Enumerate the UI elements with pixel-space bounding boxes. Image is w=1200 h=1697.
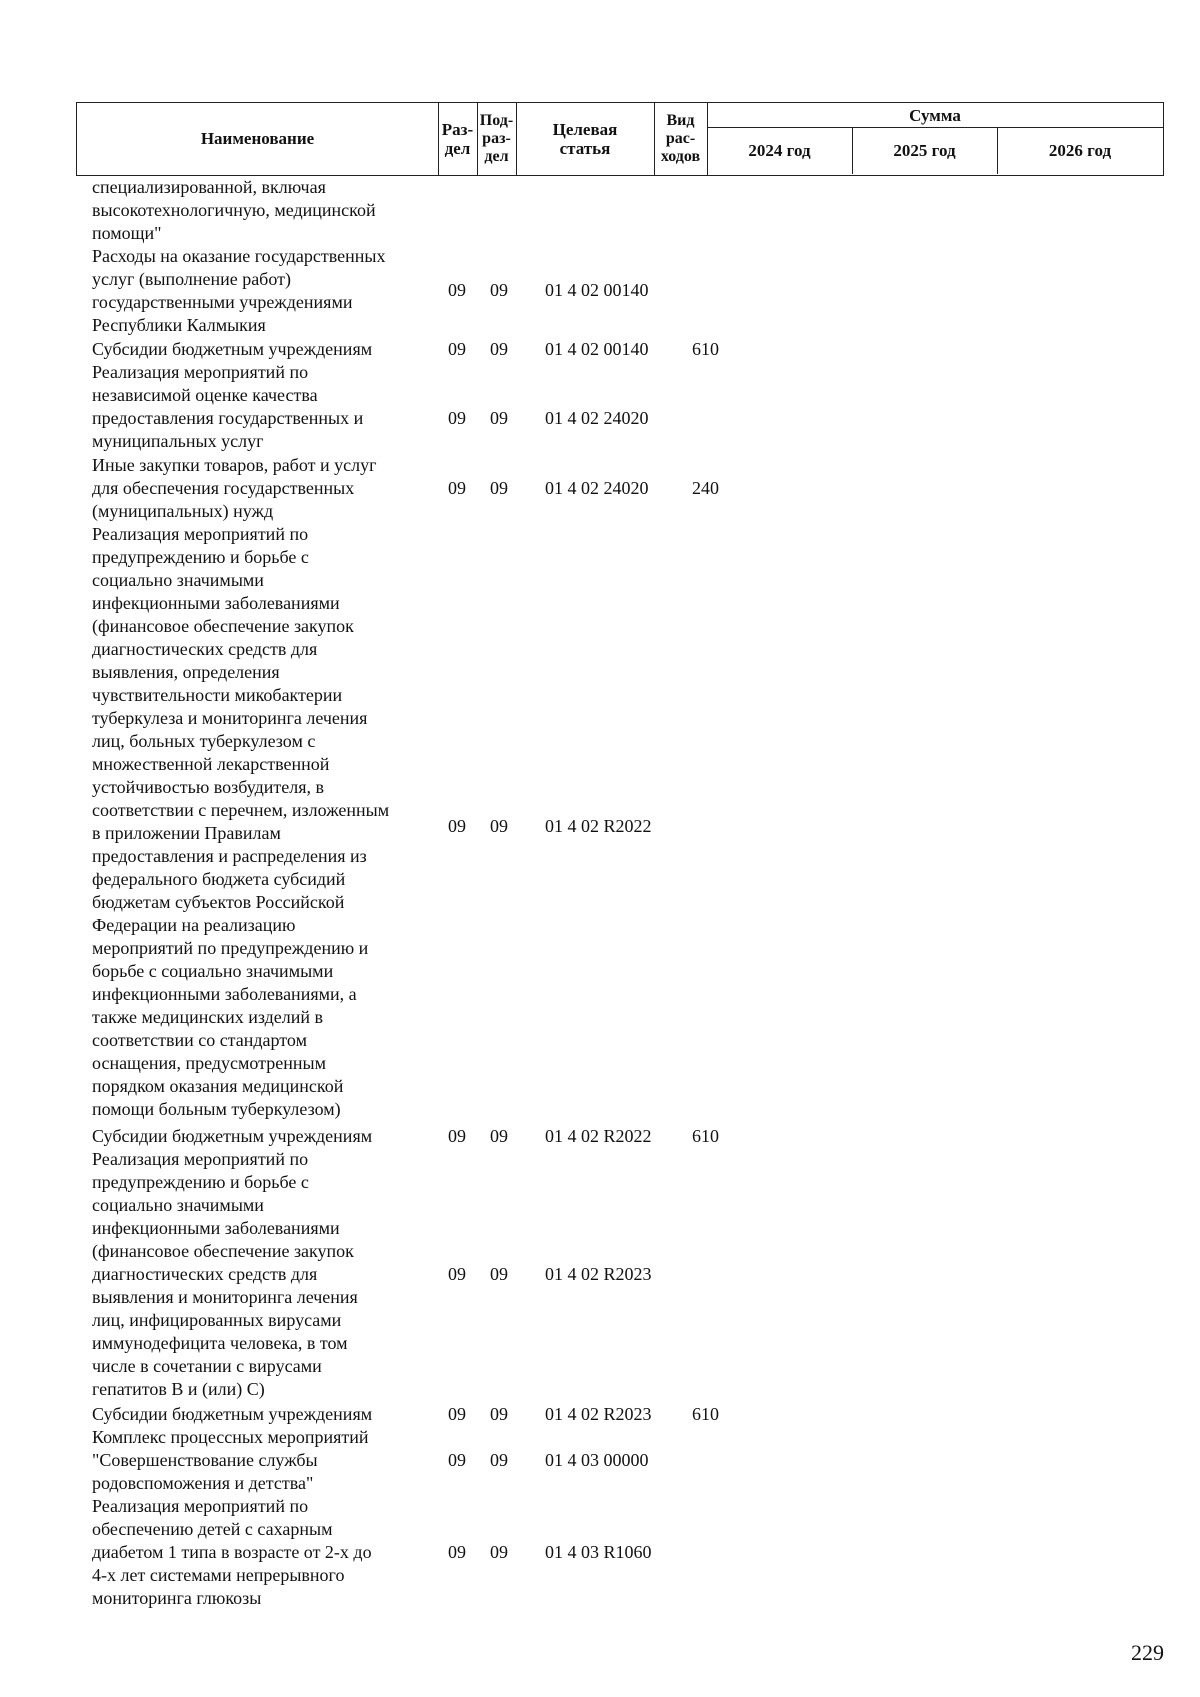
row-cs: 01 4 02 R2023 xyxy=(545,1264,652,1284)
header-name xyxy=(77,103,438,174)
row-razdel: 09 xyxy=(448,1264,466,1284)
header-year-2024-label: 2024 год xyxy=(748,141,811,160)
row-podrazdel: 09 xyxy=(490,816,508,836)
header-year-2025-label: 2025 год xyxy=(893,141,956,160)
row-cs: 01 4 02 R2022 xyxy=(545,1126,652,1146)
row-cs: 01 4 02 00140 xyxy=(545,339,649,359)
row-razdel: 09 xyxy=(448,1542,466,1562)
row-name: Комплекс процессных мероприятий "Совершенствование службы родовспоможения и детства" xyxy=(92,1427,369,1493)
header-year-2026-label: 2026 год xyxy=(1048,141,1112,160)
row-name: Реализация мероприятий по независимой оценке качества предоставления государственных и муниципальных услуг xyxy=(92,362,364,451)
row-razdel: 09 xyxy=(448,1450,466,1470)
row-vid: 610 xyxy=(692,1126,719,1146)
row-razdel: 09 xyxy=(448,280,466,300)
row-podrazdel: 09 xyxy=(490,339,508,359)
row-name: Реализация мероприятий по обеспечению детей с сахарным диабетом 1 типа в возрасте от 2-х до 4-х лет системами непрерывного мониторинга глюкозы xyxy=(92,1496,372,1608)
row-name: специализированной, включая высокотехнологичную, медицинской помощи" xyxy=(92,177,376,243)
header-cs-label: Целевая статья xyxy=(552,119,618,158)
row-podrazdel: 09 xyxy=(490,1126,508,1146)
row-name: Субсидии бюджетным учреждениям xyxy=(92,1404,373,1424)
table-header xyxy=(76,102,1164,176)
header-podrazdel-label: Под- раз- дел xyxy=(479,111,514,165)
row-cs: 01 4 02 R2023 xyxy=(545,1404,652,1424)
row-name: Реализация мероприятий по предупреждению и борьбе с социально значимыми инфекционными заболеваниями (финансовое обеспечение закупок диагностических средств для выявления и мониторинга лечения лиц, инфицированных вирусами иммунодефицита человека, в том числе в сочетании с вирусами гепатитов В и (или) С) xyxy=(92,1149,358,1399)
header-razdel-label: Раз- дел xyxy=(441,119,474,158)
row-razdel: 09 xyxy=(448,478,466,498)
row-podrazdel: 09 xyxy=(490,1264,508,1284)
row-cs: 01 4 02 R2022 xyxy=(545,816,652,836)
row-cs: 01 4 03 R1060 xyxy=(545,1542,652,1562)
row-razdel: 09 xyxy=(448,339,466,359)
row-razdel: 09 xyxy=(448,1126,466,1146)
row-vid: 610 xyxy=(692,339,719,359)
page-number: 229 xyxy=(1131,1640,1164,1665)
row-name: Иные закупки товаров, работ и услуг для обеспечения государственных (муниципальных) нужд xyxy=(92,455,377,521)
header-year-2024 xyxy=(707,127,852,174)
header-vid-label: Вид рас- ходов xyxy=(660,111,701,165)
row-podrazdel: 09 xyxy=(490,408,508,428)
row-podrazdel: 09 xyxy=(490,478,508,498)
row-razdel: 09 xyxy=(448,408,466,428)
row-cs: 01 4 03 00000 xyxy=(545,1450,649,1470)
row-name: Реализация мероприятий по предупреждению и борьбе с социально значимыми инфекционными заболеваниями (финансовое обеспечение закупок диагностических средств для выявления, определения чувствительности микобактерии туберкулеза и мониторинга лечения лиц, больных туберкулезом с множественной лекарственной устойчивостью возбудителя, в соответствии с перечнем, изложенным в приложении Правилам предоставления и распределения из федерального бюджета субсидий бюджетам субъектов Российской Федерации на реализацию мероприятий по предупреждению и борьбе с социально значимыми инфекционными заболеваниями, а также медицинских изделий в соответствии со стандартом оснащения, предусмотренным порядком оказания медицинской помощи больным туберкулезом) xyxy=(92,524,390,1119)
row-podrazdel: 09 xyxy=(490,280,508,300)
row-razdel: 09 xyxy=(448,1404,466,1424)
row-podrazdel: 09 xyxy=(490,1542,508,1562)
row-name: Расходы на оказание государственных услуг (выполнение работ) государственными учреждениями Республики Калмыкия xyxy=(92,246,386,335)
header-razdel xyxy=(438,103,477,174)
row-vid: 610 xyxy=(692,1404,719,1424)
row-podrazdel: 09 xyxy=(490,1450,508,1470)
header-summa-label: Сумма xyxy=(909,105,961,125)
header-year-2025 xyxy=(852,127,997,174)
row-name: Субсидии бюджетным учреждениям xyxy=(92,1126,373,1146)
row-name: Субсидии бюджетным учреждениям xyxy=(92,339,373,359)
header-vid xyxy=(654,103,707,174)
row-podrazdel: 09 xyxy=(490,1404,508,1424)
header-year-2026 xyxy=(997,127,1163,174)
header-summa xyxy=(707,103,1163,127)
row-cs: 01 4 02 24020 xyxy=(545,408,649,428)
header-podrazdel xyxy=(477,103,516,174)
row-vid: 240 xyxy=(692,478,719,498)
row-cs: 01 4 02 00140 xyxy=(545,280,649,300)
header-cs xyxy=(516,103,654,174)
row-cs: 01 4 02 24020 xyxy=(545,478,649,498)
row-razdel: 09 xyxy=(448,816,466,836)
header-name-label: Наименование xyxy=(200,129,315,148)
